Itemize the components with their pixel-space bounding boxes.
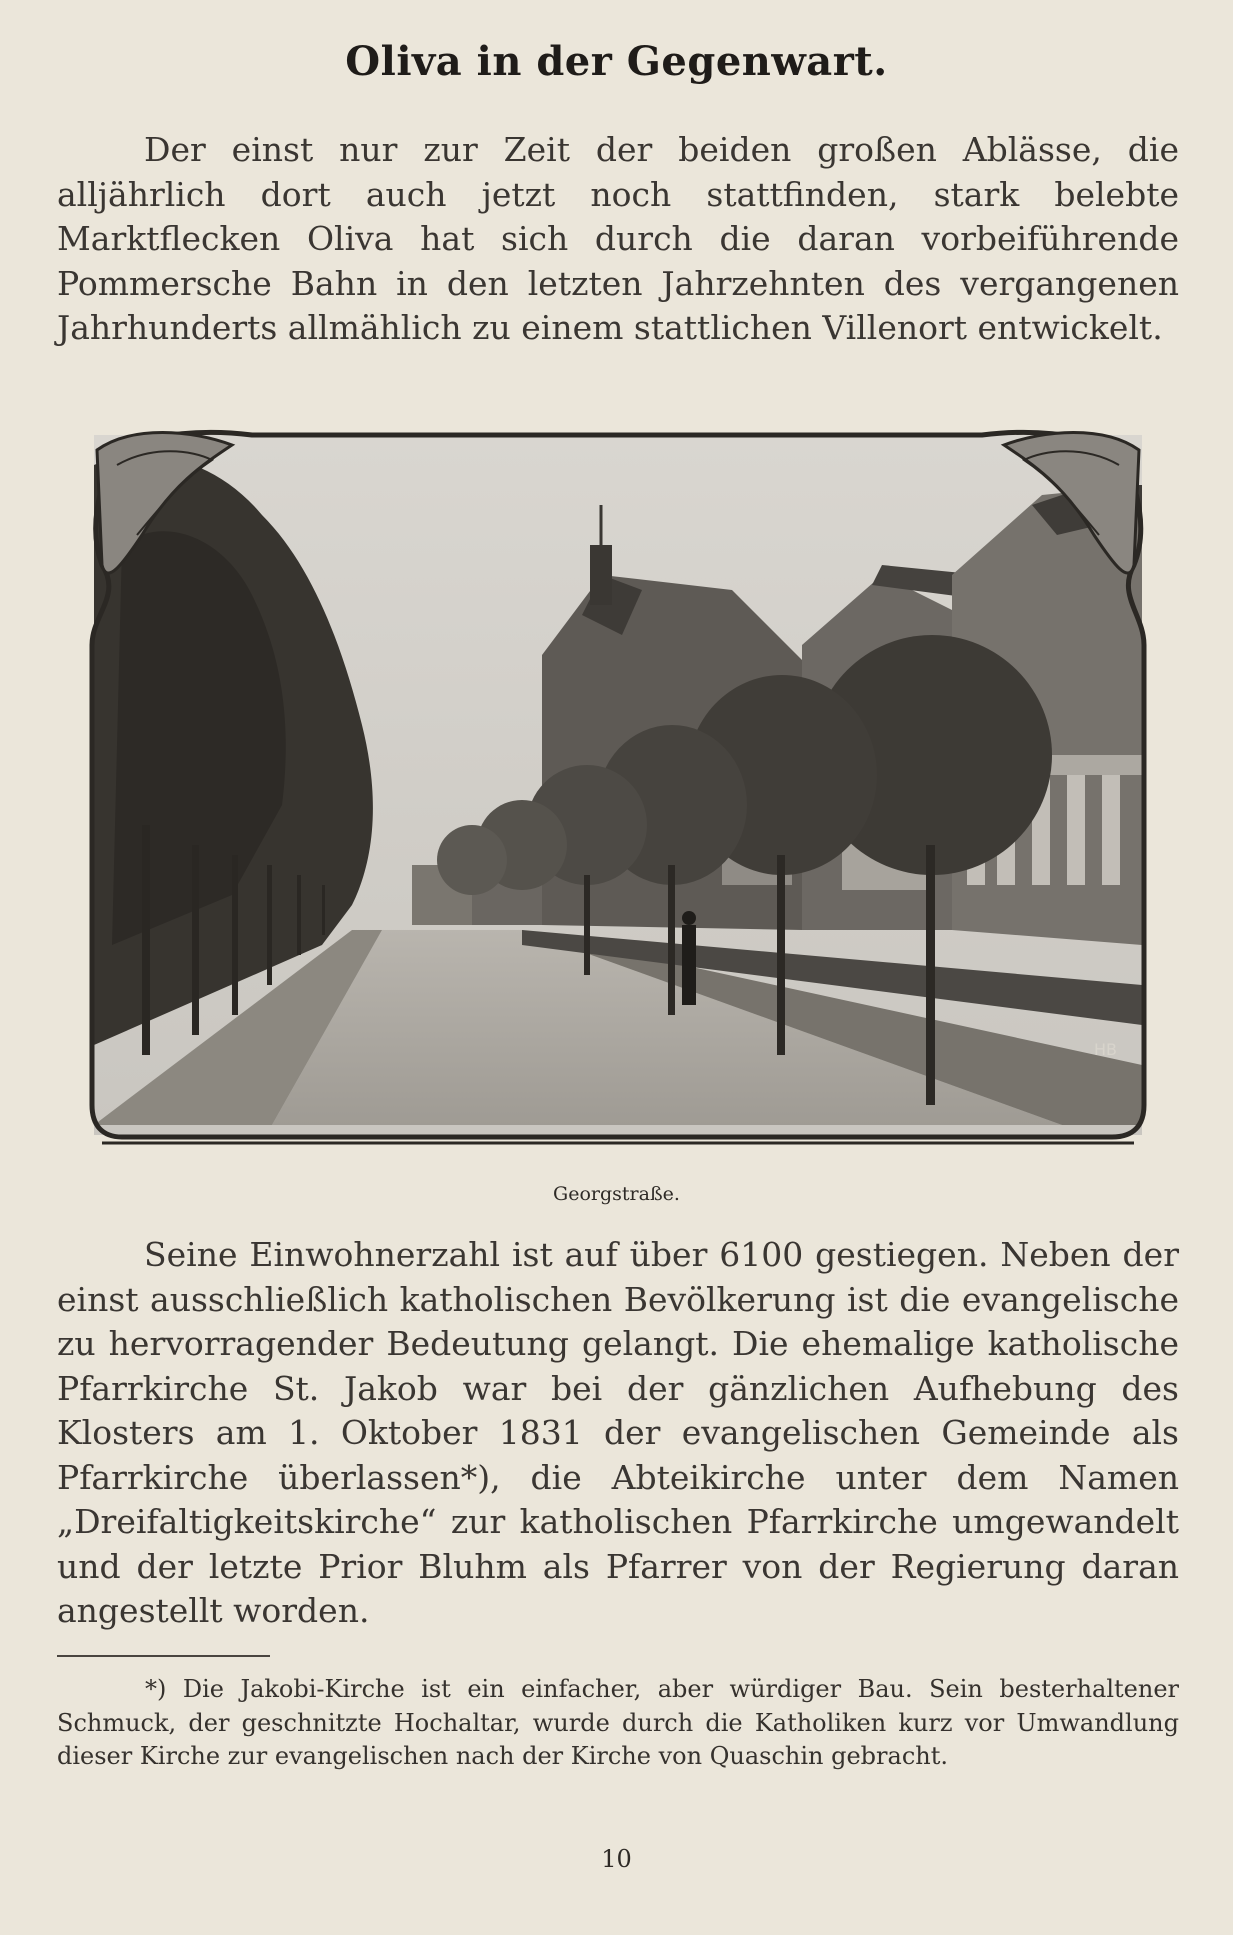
footnote [57, 1673, 1179, 1774]
second-text: Seine Einwohnerzahl ist auf über 6100 gestiegen. Neben der einst ausschließlich katholischen Bevölkerung ist die evangelische zu hervorragender Bedeutung gelangt. Die ehemalige katholische Pfarrkirche St. Jakob war bei der gänzlichen Aufhebung des Klosters am 1. Oktober 1831 der evangelischen Gemeinde als Pfarrkirche überlassen*), die Abteikirche unter dem Namen „Dreifaltigkeitskirche“ zur katholischen Pfarrkirche umgewandelt und der letzte Prior Bluhm als Pfarrer von der Regierung daran angestellt worden. [57, 1235, 1179, 1630]
intro-paragraph [57, 128, 1179, 351]
footnote-divider [57, 1655, 270, 1657]
page-number: 10 [601, 1845, 632, 1873]
street-photograph [82, 425, 1154, 1145]
second-paragraph [57, 1233, 1179, 1634]
photo-monogram: HB [1094, 1040, 1118, 1059]
footnote-text: *) Die Jakobi-Kirche ist ein einfacher, aber würdiger Bau. Sein besterhaltener Schmuck, der geschnitzte Hochaltar, wurde durch die Katholiken kurz vor Umwandlung dieser Kirche zur evangelischen nach der Kirche von Quaschin gebracht. [57, 1675, 1179, 1770]
figure-caption: Georgstraße. [553, 1183, 680, 1205]
page-title: Oliva in der Gegenwart. [345, 38, 888, 85]
intro-text: Der einst nur zur Zeit der beiden großen Ablässe, die alljährlich dort auch jetzt noch stattfinden, stark belebte Marktflecken Oliva hat sich durch die daran vorbeiführende Pommersche Bahn in den letzten Jahrzehnten des vergangenen Jahrhunderts allmählich zu einem stattlichen Villenort entwickelt. [57, 130, 1179, 347]
